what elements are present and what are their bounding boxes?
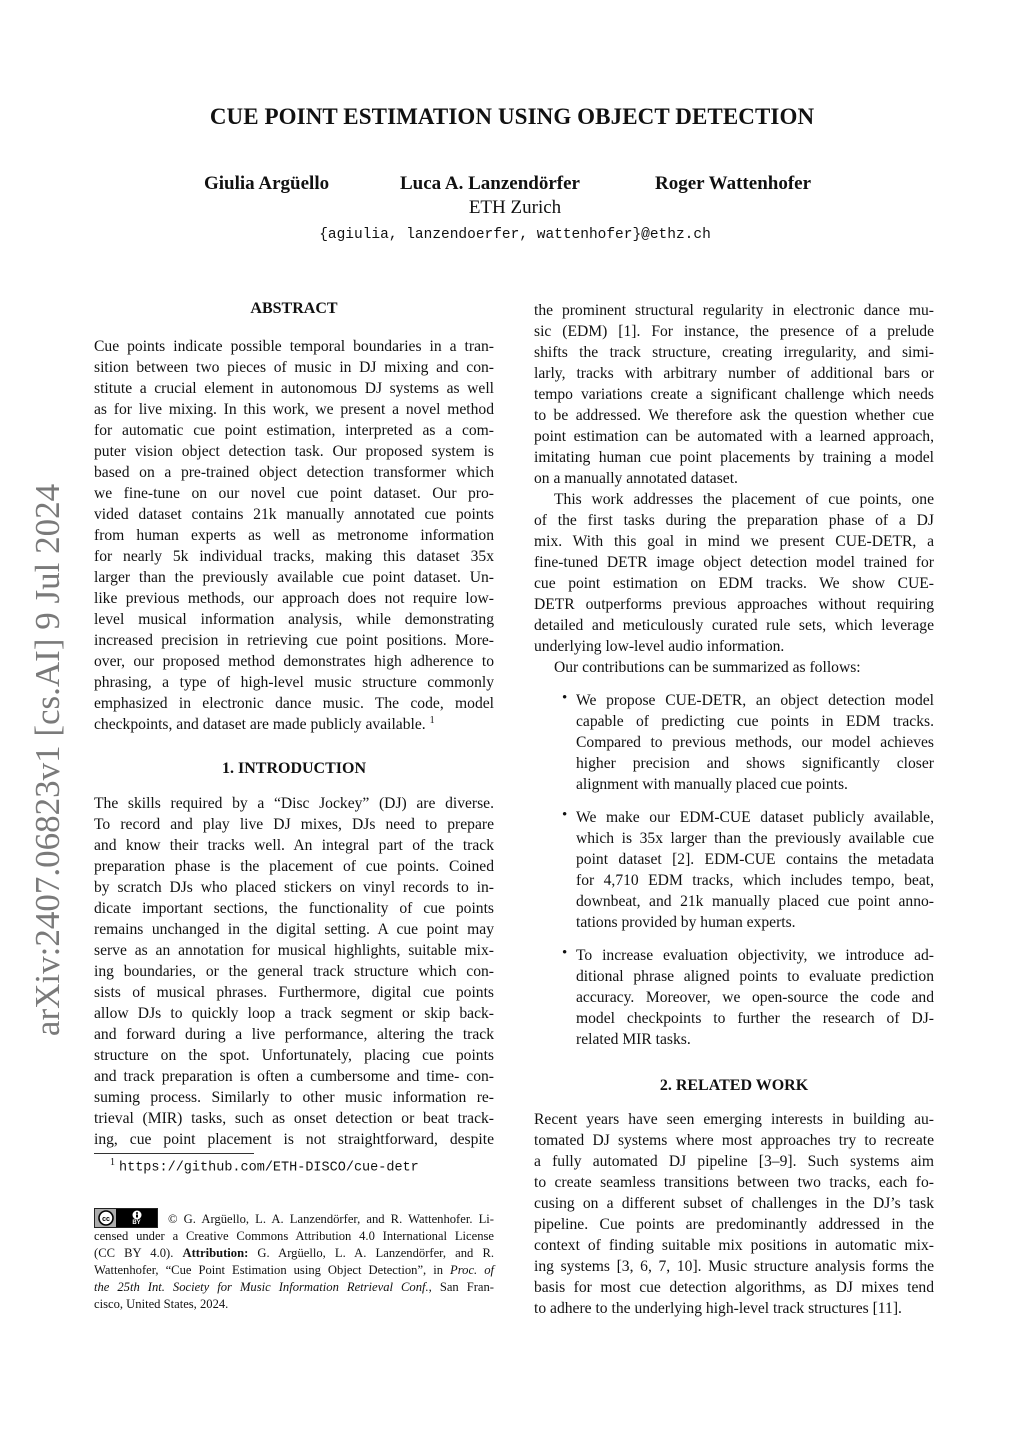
intro-line: suming process. Similarly to other music information re- [94, 1089, 494, 1106]
intro-line: ing, cue point placement is not straightforward, despite [94, 1131, 494, 1148]
body-line: fine-tuned DETR image object detection model trained for [534, 554, 934, 571]
intro-line: sists of musical phrases. Furthermore, digital cue points [94, 984, 494, 1001]
copyright-text: (CC BY 4.0). [94, 1246, 174, 1260]
bullet-line: capable of predicting cue points in EDM tracks. [576, 713, 934, 730]
abstract-line: sition between two pieces of music in DJ mixing and con- [94, 359, 494, 376]
related-line: tomated DJ systems where most approaches try to recreate [534, 1132, 934, 1149]
copyright-line: censed under a Creative Commons Attribution 4.0 International License [94, 1229, 494, 1243]
intro-line: The skills required by a “Disc Jockey” (DJ) are diverse. [94, 795, 494, 812]
body-line: tempo variations create a significant challenge which needs [534, 386, 934, 403]
author-name: Roger Wattenhofer [655, 173, 812, 194]
related-line: basis for most cue detection algorithms, as DJ mixes tend [534, 1279, 934, 1296]
intro-line: trieval (MIR) tasks, such as onset detection or beat track- [94, 1110, 494, 1127]
footnote-number: 1 [110, 1157, 115, 1168]
attribution-label: Attribution: [182, 1246, 249, 1260]
copyright-line: cisco, United States, 2024. [94, 1297, 229, 1311]
body-line: DETR outperforms previous approaches without requiring [534, 596, 934, 613]
cc-icon-text: cc [102, 1216, 110, 1223]
body-line: mix. With this goal in mind we present CUE-DETR, a [534, 533, 934, 550]
bullet-line: which is 35x larger than the previously available cue [576, 830, 934, 847]
author-name: Luca A. Lanzendörfer [400, 173, 580, 194]
abstract-line [94, 714, 494, 735]
related-line: to adhere to the underlying high-level track structures [11]. [534, 1300, 902, 1317]
related-line: Recent years have seen emerging interests in building au- [534, 1111, 934, 1128]
by-icon [116, 1209, 157, 1227]
bullet-symbol: • [562, 690, 568, 706]
bullet-line: higher precision and shows significantly closer [576, 755, 934, 772]
copyright-text: Wattenhofer, “Cue Point Estimation using Object Detection”, in [94, 1263, 444, 1277]
body-line: shifts the track structure, creating irregularity, and simi- [534, 344, 934, 361]
copyright-line [94, 1245, 494, 1262]
copyright-text: San Fran- [439, 1280, 494, 1294]
abstract-line: larger than the previously available cue point dataset. Un- [94, 569, 494, 586]
bullet-line: We propose CUE-DETR, an object detection model [576, 692, 934, 709]
bullet-line: Compared to previous methods, our model achieves [576, 734, 934, 751]
bullet-line: We make our EDM-CUE dataset publicly available, [576, 809, 934, 826]
body-line: on a manually annotated dataset. [534, 470, 738, 487]
body-line: of the first tasks during the preparation phase of a DJ [534, 512, 934, 529]
body-line: cue point estimation on EDM tracks. We show CUE- [534, 575, 934, 592]
abstract-last-text: checkpoints, and dataset are made publicly available. [94, 716, 426, 733]
intro-line: and track preparation is often a cumbersome and time- con- [94, 1068, 494, 1085]
body-line: larly, tracks with arbitrary number of additional bars or [534, 365, 934, 382]
venue-text: the 25th Int. Society for Music Information Retrieval Conf., [94, 1280, 432, 1294]
paper-title: CUE POINT ESTIMATION USING OBJECT DETECTION [209, 104, 815, 129]
related-line: cusing on a different subset of challenges in the DJ’s task [534, 1195, 934, 1212]
abstract-line: vided dataset contains 21k manually annotated cue points [94, 506, 494, 523]
venue-text: Proc. of [450, 1263, 494, 1277]
abstract-line: we fine-tune on our novel cue point dataset. Our pro- [94, 485, 494, 502]
bullet-line: tations provided by human experts. [576, 914, 796, 931]
body-line: sic (EDM) [1]. For instance, the presence of a prelude [534, 323, 934, 340]
body-line: Our contributions can be summarized as follows: [554, 659, 861, 676]
bullet-line: alignment with manually placed cue points. [576, 776, 848, 793]
abstract-line: Cue points indicate possible temporal boundaries in a tran- [94, 338, 494, 355]
bullet-line: for 4,710 EDM tracks, which includes tempo, beat, [576, 872, 934, 889]
intro-line: structure on the spot. Unfortunately, placing cue points [94, 1047, 494, 1064]
intro-line: dicate important sections, the functionality of cue points [94, 900, 494, 917]
body-line: point estimation can be automated with a learned approach, [534, 428, 934, 445]
related-line: to create seamless transitions between two tracks, each fo- [534, 1174, 934, 1191]
footnote [110, 1157, 419, 1176]
abstract-line: as for live mixing. In this work, we present a novel method [94, 401, 494, 418]
abstract-line: based on a pre-trained object detection transformer which [94, 464, 494, 481]
arxiv-stamp-text: arXiv:2407.06823v1 [cs.AI] 9 Jul 2024 [28, 483, 67, 1037]
body-line: underlying low-level audio information. [534, 638, 785, 655]
by-label: BY [132, 1219, 141, 1226]
abstract-line: level musical information analysis, while demonstrating [94, 611, 494, 628]
copyright-text: G. Argüello, L. A. Lanzendörfer, and R. [257, 1246, 495, 1260]
intro-line: by scratch DJs who placed stickers on vinyl records to in- [94, 879, 494, 896]
related-work-heading: 2. RELATED WORK [659, 1077, 809, 1094]
footnote-rule [94, 1153, 254, 1154]
bullet-symbol: • [562, 945, 568, 961]
copyright-line [94, 1262, 494, 1279]
body-line: the prominent structural regularity in electronic dance mu- [534, 302, 934, 319]
bullet-line: related MIR tasks. [576, 1031, 691, 1048]
abstract-line: like previous methods, our approach does not require low- [94, 590, 494, 607]
intro-line: serve as an annotation for musical highlights, suitable mix- [94, 942, 494, 959]
affiliation: ETH Zurich [468, 197, 562, 218]
abstract-line: for nearly 5k individual tracks, making this dataset 35x [94, 548, 494, 565]
intro-line: To record and play live DJ mixes, DJs need to prepare [94, 816, 494, 833]
bullet-line: To increase evaluation objectivity, we introduce ad- [576, 947, 934, 964]
abstract-line: stitute a crucial element in autonomous DJ systems as well [94, 380, 494, 397]
body-line: imitating human cue point placements by training a model [534, 449, 934, 466]
copyright-line [94, 1279, 494, 1296]
bullet-line: model checkpoints to further the research of DJ- [576, 1010, 934, 1027]
bullet-line: ditional phrase aligned points to evaluate prediction [576, 968, 934, 985]
footnote-marker[interactable]: 1 [429, 714, 435, 726]
body-line: This work addresses the placement of cue points, one [554, 491, 934, 508]
cc-icon [96, 1210, 116, 1226]
abstract-line: phrasing, a type of high-level music structure commonly [94, 674, 494, 691]
related-line: ing systems [3, 6, 7, 10]. Music structure analysis forms the [534, 1258, 934, 1275]
author-emails: {agiulia, lanzendoerfer, wattenhofer}@ethz.ch [319, 227, 711, 243]
abstract-line: over, our proposed method demonstrates high adherence to [94, 653, 494, 670]
related-line: a fully automated DJ pipeline [3–9]. Such systems aim [534, 1153, 934, 1170]
abstract-line: from human experts as well as metronome information [94, 527, 494, 544]
body-line: to be addressed. We therefore ask the question whether cue [534, 407, 934, 424]
intro-line: preparation phase is the placement of cue points. Coined [94, 858, 494, 875]
introduction-heading: 1. INTRODUCTION [221, 760, 366, 777]
intro-line: allow DJs to quickly loop a track segment or skip back- [94, 1005, 494, 1022]
abstract-line: increased precision in retrieving cue point positions. More- [94, 632, 494, 649]
intro-line: and know their tracks well. An integral part of the track [94, 837, 494, 854]
related-line: pipeline. Cue points are predominantly addressed in the [534, 1216, 934, 1233]
intro-line: and forward during a live performance, altering the track [94, 1026, 494, 1043]
bullet-line: point dataset [2]. EDM-CUE contains the metadata [576, 851, 934, 868]
abstract-heading: ABSTRACT [250, 300, 338, 317]
bullet-symbol: • [562, 807, 568, 823]
cc-license-badge[interactable] [94, 1208, 158, 1228]
intro-line: ing boundaries, or the general track structure which con- [94, 963, 494, 980]
abstract-line: emphasized in electronic dance music. The code, model [94, 695, 494, 712]
footnote-url-link[interactable]: https://github.com/ETH-DISCO/cue-detr [119, 1160, 419, 1176]
abstract-line: for automatic cue point estimation, interpreted as a com- [94, 422, 494, 439]
bullet-line: downbeat, and 21k manually placed cue point anno- [576, 893, 934, 910]
related-line: context of finding suitable mix positions in automatic mix- [534, 1237, 934, 1254]
intro-line: remains unchanged in the digital setting. A cue point may [94, 921, 494, 938]
copyright-line: © G. Argüello, L. A. Lanzendörfer, and R. Wattenhofer. Li- [168, 1212, 494, 1226]
author-name: Giulia Argüello [204, 173, 330, 194]
bullet-line: accuracy. Moreover, we open-source the code and [576, 989, 934, 1006]
body-line: detailed and meticulously curated rule sets, which leverage [534, 617, 934, 634]
abstract-line: puter vision object detection task. Our proposed system is [94, 443, 494, 460]
